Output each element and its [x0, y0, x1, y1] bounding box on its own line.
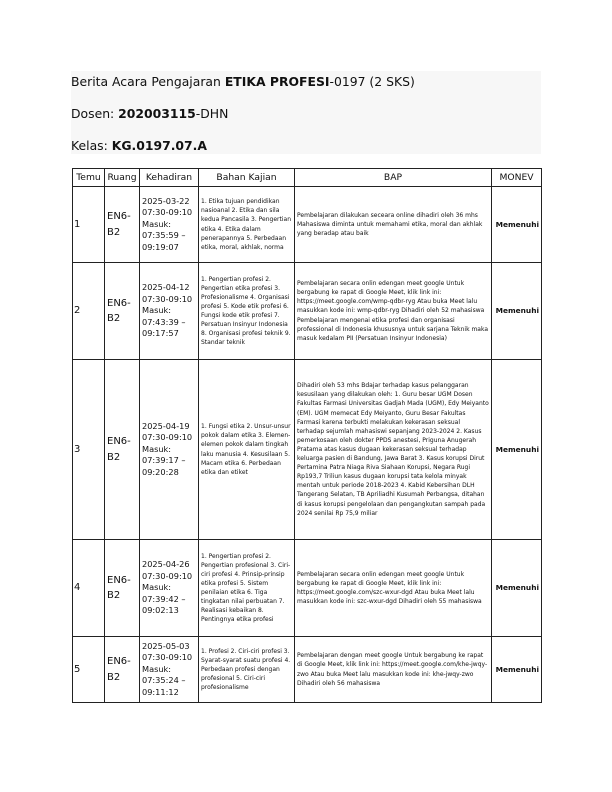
cell-ruang: EN6-B2	[105, 187, 140, 263]
column-header-ruang: Ruang	[105, 169, 140, 187]
cell-ruang: EN6-B2	[105, 637, 140, 703]
cell-bap: Pembelajaran dengan meet google Untuk bergabung ke rapat di Google Meet, klik link ini: https://meet.google.com/khe-jwqy-zwo Atau buka Meet lalu masukkan kode ini: khe-jwqy-zwo Dihadiri oleh 56 mahasiswa	[295, 637, 492, 703]
cell-bahan-kajian: 1. Pengertian profesi 2. Pengertian profesional 3. Ciri-ciri profesi 4. Prinsip-prinsip etika profesi 5. Sistem penilaian etika 6. Tiga tingkatan nilai perbuatan 7. Realisasi kebaikan 8. Pentingnya etika profesi	[199, 540, 295, 637]
teaching-record-table	[72, 168, 542, 703]
cell-temu: 2	[73, 263, 105, 360]
column-header-bahan-kajian: Bahan Kajian	[199, 169, 295, 187]
cell-kehadiran: 2025-04-26 07:30-09:10 Masuk: 07:39:42 – 09:02:13	[140, 540, 199, 637]
lecturer-code: -DHN	[195, 106, 229, 121]
cell-bap: Pembelajaran secara onlin edengan meet google Untuk bergabung ke rapat di Google Meet, klik link ini: https://meet.google.com/szc-wxur-dgd Atau buka Meet lalu masukkan kode ini: szc-wxur-dgd Dihadiri oleh 55 mahasiswa	[295, 540, 492, 637]
cell-kehadiran: 2025-05-03 07:30-09:10 Masuk: 07:35:24 – 09:11:12	[140, 637, 199, 703]
cell-kehadiran: 2025-04-19 07:30-09:10 Masuk: 07:39:17 – 09:20:28	[140, 360, 199, 540]
table-header-row	[73, 169, 542, 187]
cell-bap: Dihadiri oleh 53 mhs Bdajar terhadap kasus pelanggaran kesusilaan yang dilakukan oleh: 1. Guru besar UGM Dosen Fakultas Farmasi Universitas Gadjah Mada (UGM), Edy Meiyanto (EM). UGM memecat Edy Meiyanto, Guru Besar Fakultas Farmasi karena terbukti melakukan kekerasan seksual terhadap sejumlah mahasiswi sepanjang 2023-2024 2. Kasus pemerkosaan oleh dokter PPDS anestesi, Priguna Anugerah Pratama atas kasus dugaan kekerasan seksual terhadap keluarga pasien di Bandung, Jawa Barat 3. Kasus korupsi Dirut Pertamina Patra Niaga Riva Siahaan Korupsi, Negara Rugi Rp193,7 Triliun kasus dugaan korupsi tata kelola minyak mentah untuk periode 2018-2023 4. Kabid Kebersihan DLH Tangerang Selatan, TB Apriliadhi Kusumah Perbangsa, ditahan di kasus korupsi pengelolaan dan pengangkutan sampah pada 2024 senilai Rp 75,9 miliar	[295, 360, 492, 540]
course-title-prefix: Berita Acara Pengajaran	[71, 74, 225, 89]
cell-monev: Memenuhi	[492, 637, 542, 703]
cell-temu: 5	[73, 637, 105, 703]
lecturer-id: 202003115	[118, 106, 196, 121]
cell-kehadiran: 2025-04-12 07:30-09:10 Masuk: 07:43:39 – 09:17:57	[140, 263, 199, 360]
class-line	[71, 138, 207, 153]
column-header-kehadiran: Kehadiran	[140, 169, 199, 187]
course-title-line	[71, 74, 415, 89]
lecturer-line	[71, 106, 228, 121]
course-name: ETIKA PROFESI	[224, 74, 330, 89]
document-header	[71, 71, 541, 154]
cell-ruang: EN6-B2	[105, 540, 140, 637]
cell-monev: Memenuhi	[492, 360, 542, 540]
cell-bap: Pembelajaran secara onlin edengan meet google Untuk bergabung ke rapat di Google Meet, klik link ini: https://meet.google.com/wmp-qdbr-ryg Atau buka Meet lalu masukkan kode ini: wmp-qdbr-ryg Dihadiri oleh 52 mahasiswa Pembelajaran mengenai etika profesi dan organisasi professional di Indonesia khususnya untuk sarjana Teknik maka masuk kedalam PII (Persatuan Insinyur Indonesia)	[295, 263, 492, 360]
cell-monev: Memenuhi	[492, 187, 542, 263]
class-code: KG.0197.07.A	[111, 138, 207, 153]
column-header-temu: Temu	[73, 169, 105, 187]
cell-bahan-kajian: 1. Fungsi etika 2. Unsur-unsur pokok dalam etika 3. Elemen-elemen pokok dalam tingkah laku manusia 4. Kesusilaan 5. Macam etika 6. Perbedaan etika dan etiket	[199, 360, 295, 540]
column-header-monev: MONEV	[492, 169, 542, 187]
cell-monev: Memenuhi	[492, 540, 542, 637]
cell-bahan-kajian: 1. Profesi 2. Ciri-ciri profesi 3. Syarat-syarat suatu profesi 4. Perbedaan profesi dengan profesional 5. Ciri-ciri profesionalisme	[199, 637, 295, 703]
cell-bap: Pembelajaran dilakukan seceara online dihadiri oleh 36 mhs Mahasiswa diminta untuk memahami etika, moral dan akhlak yang beradap atau baik	[295, 187, 492, 263]
table-row	[73, 540, 542, 637]
cell-temu: 3	[73, 360, 105, 540]
cell-kehadiran: 2025-03-22 07:30-09:10 Masuk: 07:35:59 – 09:19:07	[140, 187, 199, 263]
class-label: Kelas:	[71, 138, 112, 153]
cell-bahan-kajian: 1. Etika tujuan pendidikan nasioanal 2. Etika dan sila kedua Pancasila 3. Pengertian etika 4. Etika dalam penerapannya 5. Perbedaan etika, moral, akhlak, norma	[199, 187, 295, 263]
table-row	[73, 187, 542, 263]
cell-bahan-kajian: 1. Pengertian profesi 2. Pengertian etika profesi 3. Profesionalisme 4. Organisasi profesi 5. Kode etik profesi 6. Fungsi kode etik profesi 7. Persatuan Insinyur Indonesia 8. Organisasi profesi teknik 9. Standar teknik	[199, 263, 295, 360]
table-row	[73, 360, 542, 540]
table-row	[73, 263, 542, 360]
cell-monev: Memenuhi	[492, 263, 542, 360]
column-header-bap: BAP	[295, 169, 492, 187]
lecturer-label: Dosen:	[71, 106, 119, 121]
course-code-credits: -0197 (2 SKS)	[329, 74, 415, 89]
cell-ruang: EN6-B2	[105, 360, 140, 540]
cell-ruang: EN6-B2	[105, 263, 140, 360]
cell-temu: 1	[73, 187, 105, 263]
cell-temu: 4	[73, 540, 105, 637]
table-row	[73, 637, 542, 703]
